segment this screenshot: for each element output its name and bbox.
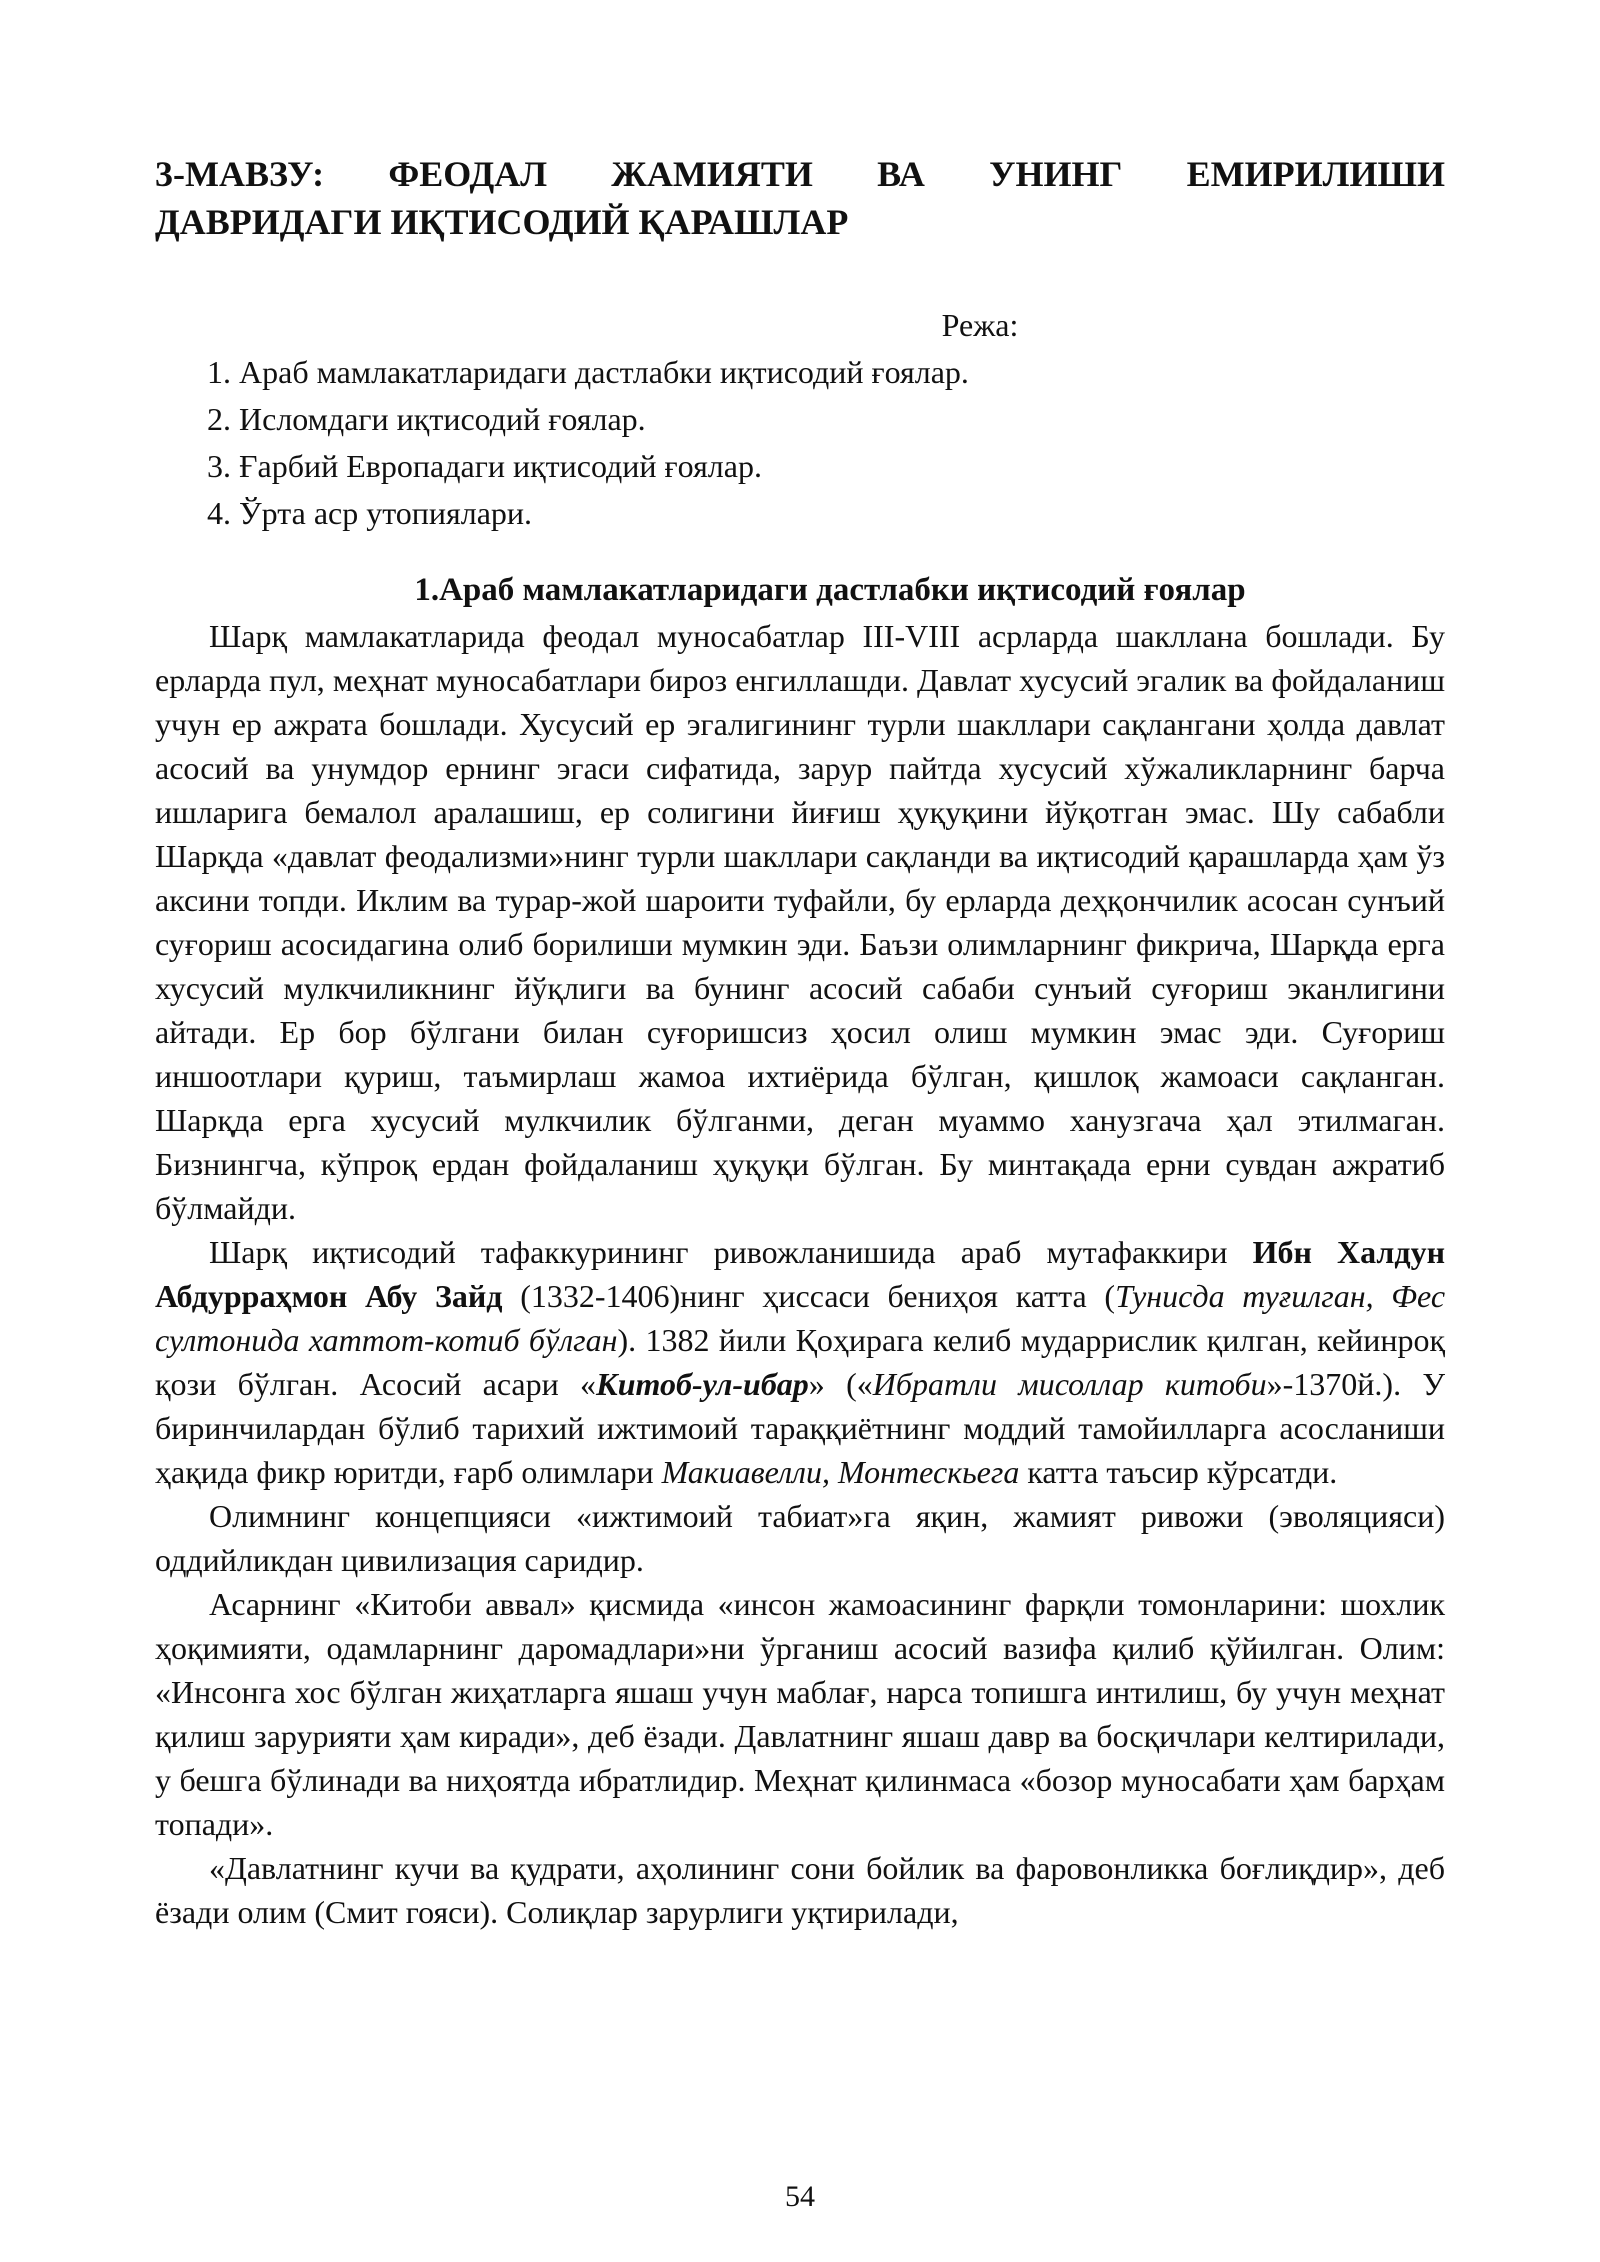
person-name: Ибн Халдун Абдурраҳмон Абу Зайд — [155, 1234, 1446, 1314]
chapter-title-line1 — [155, 150, 1445, 198]
book-title: Китоб-ул-ибар — [596, 1366, 809, 1402]
text-run: ). 1382 йили Қоҳирага келиб мударрислик қилган, кейинроқ қози бўлган. Асосий асари « — [155, 1322, 1445, 1402]
section-heading: 1.Араб мамлакатларидаги дастлабки иқтисодий ғоялар — [414, 572, 1246, 608]
italic-note: Тунисда туғилган, Фес султонида хаттот-котиб бўлган — [155, 1278, 1446, 1358]
paragraph-3: Олимнинг концепцияси «ижтимоий табиат»га яқин, жамият ривожи (эволяцияси) оддийликдан цивилизация саридир. — [155, 1498, 1445, 1578]
title-word: ФЕОДАЛ — [388, 154, 548, 194]
italic-names: Макиавелли, Монтескьега — [661, 1454, 1020, 1490]
plan-item: 2. Исломдаги иқтисодий ғоялар. — [207, 401, 646, 437]
plan-heading: Режа: — [941, 307, 1019, 343]
paragraph-2 — [155, 1230, 1445, 1494]
title-word: УНИНГ — [989, 154, 1123, 194]
page-number: 54 — [785, 2180, 815, 2213]
title-word: 3-МАВЗУ: — [155, 154, 325, 194]
plan-item: 4. Ўрта аср утопиялари. — [207, 495, 533, 531]
text-run: катта таъсир кўрсатди. — [1019, 1454, 1338, 1490]
chapter-title-line2: ДАВРИДАГИ ИҚТИСОДИЙ ҚАРАШЛАР — [155, 202, 849, 242]
chapter-title — [155, 150, 1445, 246]
title-word: ЕМИРИЛИШИ — [1186, 154, 1445, 194]
plan-item: 1. Араб мамлакатларидаги дастлабки иқтисодий ғоялар. — [207, 354, 969, 390]
text-run: » (« — [808, 1366, 873, 1402]
plan-list — [155, 349, 1445, 537]
paragraph-5: «Давлатнинг кучи ва қудрати, аҳолининг сони бойлик ва фаровонликка боғлиқдир», деб ёзади олим (Смит гояси). Солиқлар зарурлиги уқтирилади, — [155, 1850, 1445, 1930]
text-run: (1332-1406)нинг ҳиссаси бениҳоя катта ( — [502, 1278, 1116, 1314]
paragraph-4: Асарнинг «Китоби аввал» қисмида «инсон жамоасининг фарқли томонларини: шохлик ҳоқимияти, одамларнинг даромадлари»ни ўрганиш асосий вазифа қилиб қўйилган. Олим: «Инсонга хос бўлган жиҳатларга яшаш учун маблағ, нарса топишга интилиш, бу учун меҳнат қилиш зарурияти ҳам киради», деб ёзади. Давлатнинг яшаш давр ва босқичлари келтирилади, у бешга бўлинади ва ниҳоятда ибратлидир. Меҳнат қилинмаса «бозор муносабати ҳам барҳам топади». — [155, 1586, 1445, 1842]
title-word: ЖАМИЯТИ — [611, 154, 813, 194]
document-page — [155, 150, 1445, 1934]
text-run: Шарқ иқтисодий тафаккурининг ривожланишида араб мутафаккири — [209, 1234, 1253, 1270]
plan-item: 3. Ғарбий Европадаги иқтисодий ғоялар. — [207, 448, 762, 484]
book-translation: Ибратли мисоллар китоби — [872, 1366, 1267, 1402]
text-run: »-1370й.). У биринчилардан бўлиб тарихий ижтимоий тараққиётнинг моддий тамойилларга асосланиши ҳақида фикр юритди, ғарб олимлари — [155, 1366, 1446, 1490]
paragraph-1: Шарқ мамлакатларида феодал муносабатлар III-VIII асрларда шакллана бошлади. Бу ерларда пул, меҳнат муносабатлари бироз енгиллашди. Давлат хусусий эгалик ва фойдаланиш учун ер ажрата бошлади. Хусусий ер эгалигининг турли шакллари сақлангани ҳолда давлат асосий ва унумдор ернинг эгаси сифатида, зарур пайтда хусусий хўжаликларнинг барча ишларига бемалол аралашиш, ер солигини йиғиш ҳуқуқини йўқотган эмас. Шу сабабли Шарқда «давлат феодализми»нинг турли шакллари сақланди ва иқтисодий қарашларда ҳам ўз аксини топди. Иклим ва турар-жой шароити туфайли, бу ерларда деҳқончилик асосан сунъий суғориш асосидагина олиб борилиши мумкин эди. Баъзи олимларнинг фикрича, Шарқда ерга хусусий мулкчиликнинг йўқлиги ва бунинг асосий сабаби сунъий суғориш эканлигини айтади. Ер бор бўлгани билан суғоришсиз ҳосил олиш мумкин эмас эди. Суғориш иншоотлари қуриш, таъмирлаш жамоа ихтиёрида бўлган, қишлоқ жамоаси сақланган. Шарқда ерга хусусий мулкчилик бўлганми, деган муаммо ханузгача ҳал этилмаган. Бизнингча, кўпроқ ердан фойдаланиш ҳуқуқи бўлган. Бу минтақада ерни сувдан ажратиб бўлмайди. — [155, 618, 1445, 1226]
title-word: ВА — [877, 154, 925, 194]
